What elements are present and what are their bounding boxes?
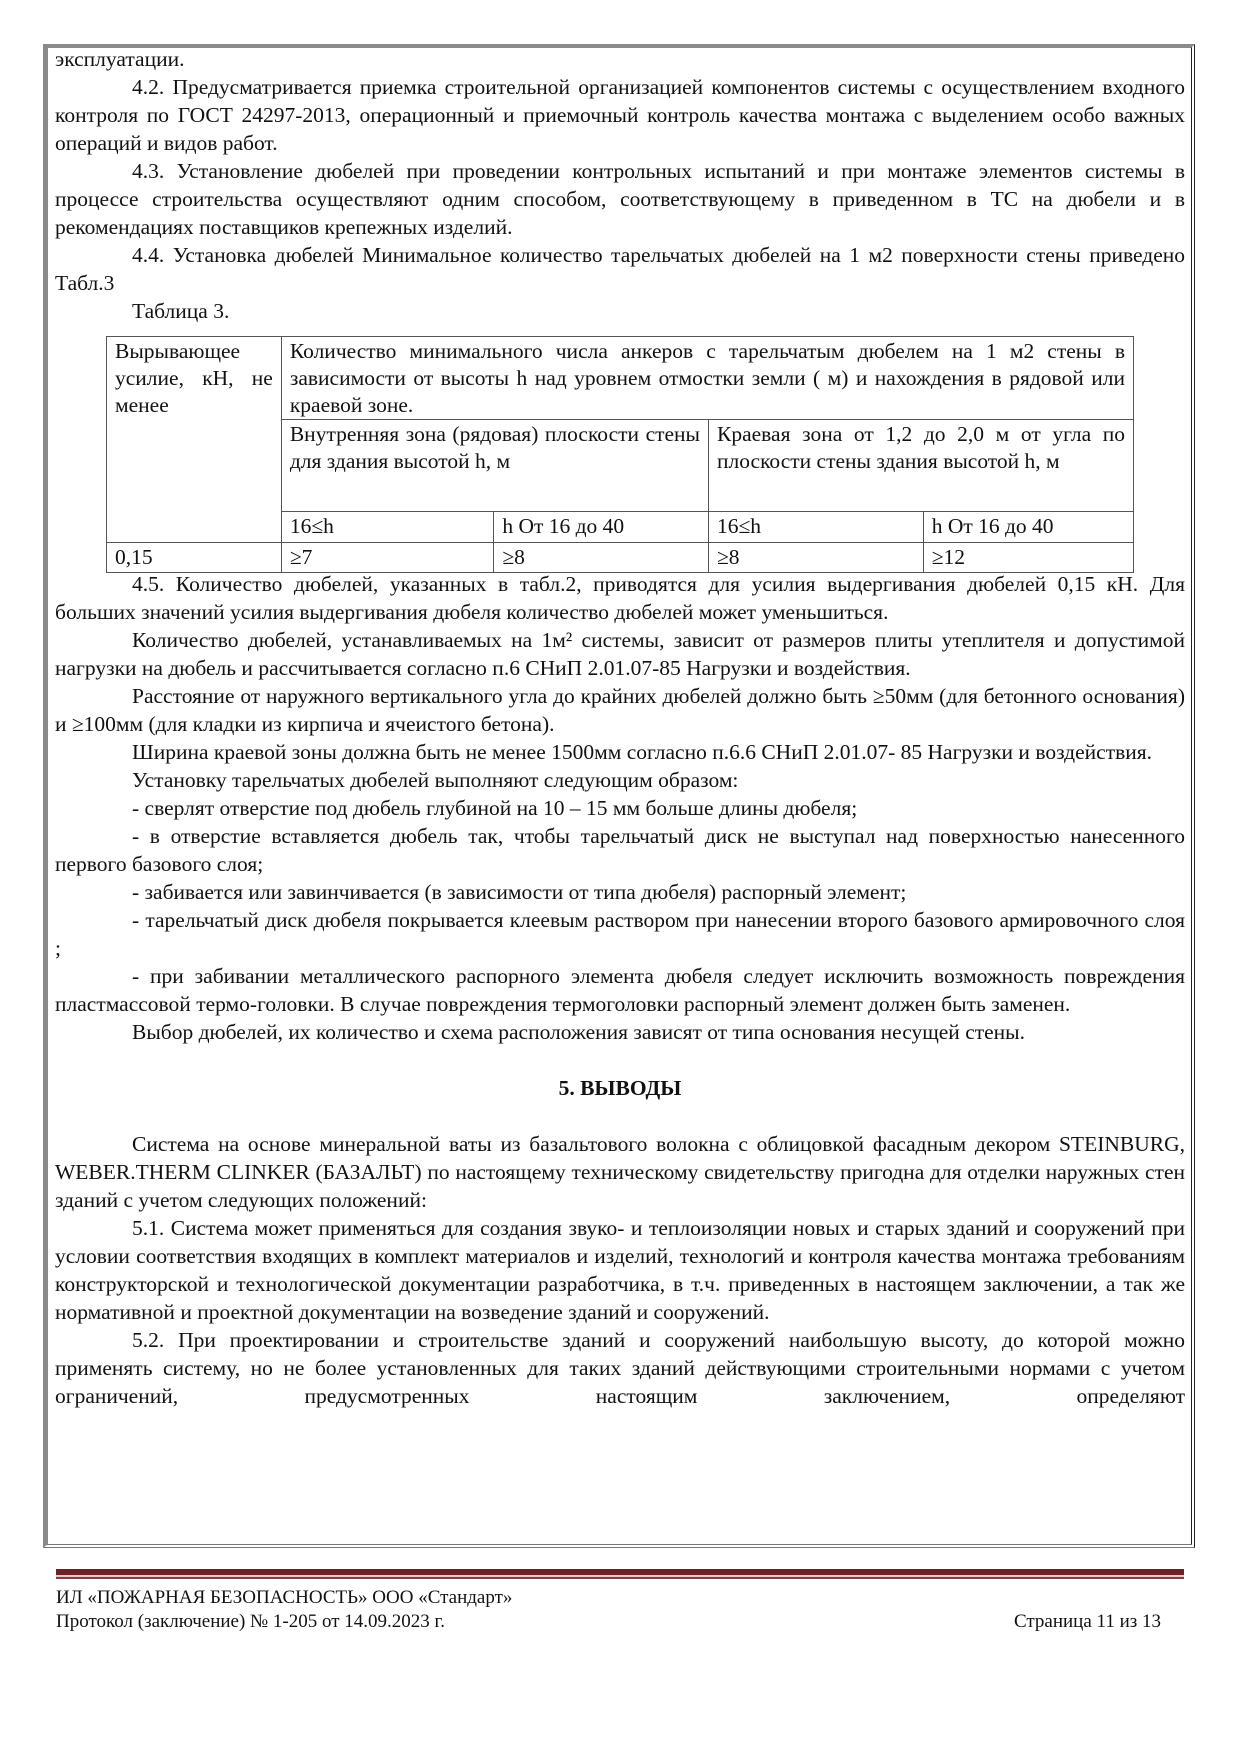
paragraph-4-5: 4.5. Количество дюбелей, указанных в табл.2, приводятся для усилия выдергивания дюбелей 0,15 кН. Для больших значений усилия выдергивания дюбеля количество дюбелей может уменьшиться. <box>55 572 1185 624</box>
document-body-continued <box>55 570 1185 1410</box>
list-item: - при забивании металлического распорного элемента дюбеля следует исключить возможность повреждения пластмассовой термо-головки. В случае повреждения термоголовки распорный элемент должен быть заменен. <box>55 964 1185 1016</box>
document-body <box>55 45 1185 325</box>
paragraph-5-2: 5.2. При проектировании и строительстве зданий и сооружений наибольшую высоту, до которой можно применять систему, но не более установленных для таких зданий действующими строительными нормами с учетом ограничений, предусмотренных настоящим заключением, определяют <box>55 1328 1185 1408</box>
table-subheader: 16≤h <box>281 512 493 543</box>
table-header-inner-zone: Внутренняя зона (рядовая) плоскости стены для здания высотой h, м <box>281 420 708 512</box>
paragraph-fragment: эксплуатации. <box>55 47 185 71</box>
paragraph-dowel-count: Количество дюбелей, устанавливаемых на 1м² системы, зависит от размеров плиты утеплителя и допустимой нагрузки на дюбель и рассчитывается согласно п.6 СНиП 2.01.07-85 Нагрузки и воздействия. <box>55 628 1185 680</box>
page-footer <box>56 1586 1161 1634</box>
table-cell-force: 0,15 <box>107 543 282 573</box>
paragraph-4-2: 4.2. Предусматривается приемка строительной организацией компонентов системы с осуществлением входного контроля по ГОСТ 24297-2013, операционный и приемочный контроль качества монтажа с выделением особо важных операций и видов работ. <box>55 75 1185 155</box>
list-item: - забивается или завинчивается (в зависимости от типа дюбеля) распорный элемент; <box>132 880 907 904</box>
paragraph-5-1: 5.1. Система может применяться для создания звуко- и теплоизоляции новых и старых зданий и сооружений при условии соответствия входящих в комплект материалов и изделий, технологий и контроля качества монтажа требованиям конструкторской и технологической документации разработчика, в т.ч. приведенных в настоящем заключении, а так же нормативной и проектной документации на возведение зданий и сооружений. <box>55 1216 1185 1324</box>
list-item: - сверлят отверстие под дюбель глубиной на 10 – 15 мм больше длины дюбеля; <box>132 796 858 820</box>
footer-protocol: Протокол (заключение) № 1-205 от 14.09.2023 г. <box>56 1611 445 1632</box>
table-cell: ≥8 <box>709 543 924 573</box>
paragraph-choice: Выбор дюбелей, их количество и схема расположения зависят от типа основания несущей стены. <box>132 1020 1025 1044</box>
footer-divider <box>56 1569 1184 1579</box>
table-3 <box>106 336 1134 573</box>
paragraph-distance: Расстояние от наружного вертикального угла до крайних дюбелей должно быть ≥50мм (для бетонного основания) и ≥100мм (для кладки из кирпича и ячеистого бетона). <box>55 684 1185 736</box>
table-subheader: 16≤h <box>709 512 924 543</box>
paragraph-edge-width: Ширина краевой зоны должна быть не менее 1500мм согласно п.6.6 СНиП 2.01.07- 85 Нагрузки и воздействия. <box>132 740 1153 764</box>
paragraph-5-intro: Система на основе минеральной ваты из базальтового волокна с облицовкой фасадным декором STEINBURG, WEBER.THERM CLINKER (БАЗАЛЬТ) по настоящему техническому свидетельству пригодна для отделки наружных стен зданий с учетом следующих положений: <box>55 1132 1185 1212</box>
paragraph-4-3: 4.3. Установление дюбелей при проведении контрольных испытаний и при монтаже элементов системы в процессе строительства осуществляют одним способом, соответствующему в приведенном в ТС на дюбели и в рекомендациях поставщиков крепежных изделий. <box>55 159 1185 239</box>
list-item: - тарельчатый диск дюбеля покрывается клеевым раствором при нанесении второго базового армировочного слоя ; <box>55 908 1185 960</box>
table-header-edge-zone: Краевая зона от 1,2 до 2,0 м от угла по плоскости стены здания высотой h, м <box>709 420 1134 512</box>
table-row <box>107 543 1134 573</box>
table-cell: ≥12 <box>923 543 1133 573</box>
table-caption: Таблица 3. <box>132 299 230 323</box>
page-number: Страница 11 из 13 <box>1013 1611 1161 1632</box>
table-cell: ≥7 <box>281 543 493 573</box>
paragraph-4-4: 4.4. Установка дюбелей Минимальное количество тарельчатых дюбелей на 1 м2 поверхности стены приведено Табл.3 <box>55 243 1185 295</box>
footer-organization: ИЛ «ПОЖАРНАЯ БЕЗОПАСНОСТЬ» ООО «Стандарт» <box>56 1587 513 1608</box>
table-subheader: h От 16 до 40 <box>494 512 709 543</box>
table-cell: ≥8 <box>494 543 709 573</box>
table-subheader: h От 16 до 40 <box>923 512 1133 543</box>
paragraph-installation: Установку тарельчатых дюбелей выполняют следующим образом: <box>132 768 739 792</box>
list-item: - в отверстие вставляется дюбель так, чтобы тарельчатый диск не выступал над поверхностью нанесенного первого базового слоя; <box>55 824 1185 876</box>
table-header-main: Количество минимального числа анкеров с тарельчатым дюбелем на 1 м2 стены в зависимости от высоты h над уровнем отмостки земли ( м) и нахождения в рядовой или краевой зоне. <box>281 337 1133 420</box>
table-header-force: Вырывающее усилие, кН, не менее <box>107 337 282 543</box>
section-heading: 5. ВЫВОДЫ <box>558 1076 682 1100</box>
